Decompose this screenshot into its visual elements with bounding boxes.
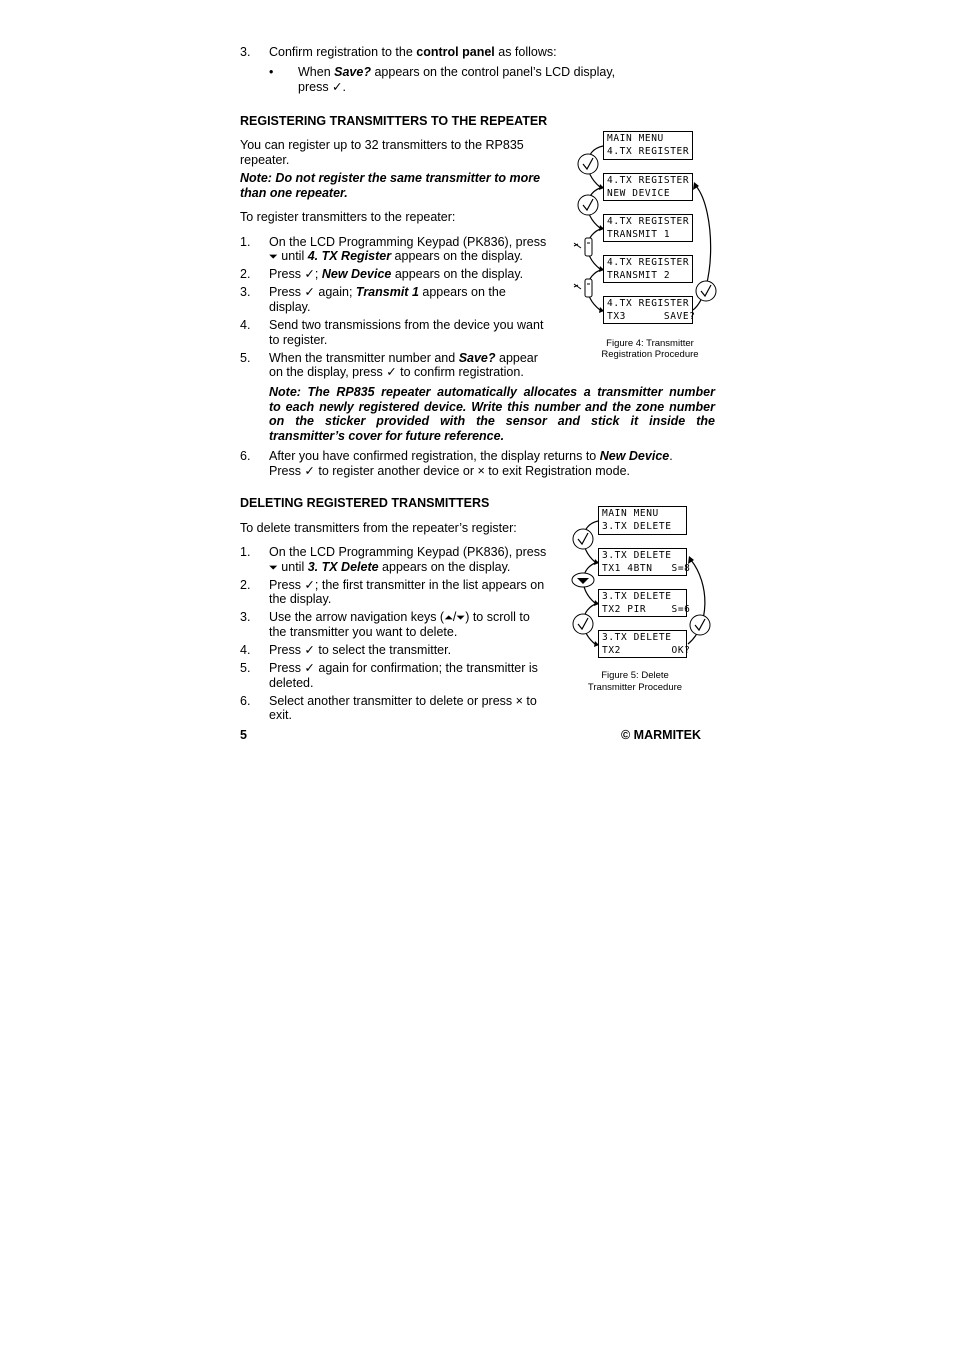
register-step4-line2: to register.: [269, 333, 328, 347]
register-step1-line1: On the LCD Programming Keypad (PK836), press: [269, 235, 547, 249]
delete-step5-line2: deleted.: [269, 676, 314, 690]
repeater-note-line2: to each newly registered device. Write this number and the zone number: [269, 400, 715, 414]
delete-step-number: 1.: [240, 545, 251, 559]
up-arrow-icon: ⏶: [444, 611, 453, 624]
page-number: 5: [240, 728, 247, 742]
register-step-number: 5.: [240, 351, 251, 365]
section-heading-register: REGISTERING TRANSMITTERS TO THE REPEATER: [240, 114, 548, 128]
lcd-display: MAIN MENU 4.TX REGISTER: [603, 131, 693, 160]
lcd-display: MAIN MENU 3.TX DELETE: [598, 506, 687, 535]
lcd-display: 4.TX REGISTER TRANSMIT 2: [603, 255, 693, 283]
repeater-note-line3: on the sticker provided with the sensor and stick it inside the: [269, 414, 715, 428]
intro-step-text: Confirm registration to the control panel as follows:: [269, 45, 557, 59]
intro-bullet-line1: When Save? appears on the control panel’s LCD display,: [298, 65, 616, 79]
lcd-display: 4.TX REGISTER TX3 SAVE?: [603, 296, 693, 324]
delete-step1-line1: On the LCD Programming Keypad (PK836), press: [269, 545, 547, 559]
down-arrow-icon: ⏷: [456, 611, 466, 624]
bullet-dot: •: [269, 65, 274, 79]
delete-step-number: 2.: [240, 578, 251, 592]
down-arrow-icon: ⏷: [269, 561, 278, 574]
lcd-display: 4.TX REGISTER TRANSMIT 1: [603, 214, 693, 242]
register-paragraph-line1: You can register up to 32 transmitters to the RP835: [240, 138, 524, 152]
figure5-caption-line1: Figure 5: Delete: [601, 670, 669, 681]
section-heading-delete: DELETING REGISTERED TRANSMITTERS: [240, 496, 490, 510]
repeater-note-line4: transmitter’s cover for future reference.: [269, 429, 505, 443]
figure4-caption-line1: Figure 4: Transmitter: [606, 338, 694, 349]
register-step-number: 6.: [240, 449, 251, 463]
lcd-display: 3.TX DELETE TX2 OK?: [598, 630, 687, 658]
lcd-display: 4.TX REGISTER NEW DEVICE: [603, 173, 693, 201]
figure5-caption-line2: Transmitter Procedure: [587, 682, 683, 693]
register-step-number: 2.: [240, 267, 251, 281]
repeater-note-line1: Note: The RP835 repeater automatically allocates a transmitter number: [269, 385, 715, 399]
lcd-display: 3.TX DELETE TX2 PIR S=6: [598, 589, 687, 617]
register-intro: To register transmitters to the repeater:: [240, 210, 456, 224]
delete-step5-line1: Press ✓ again for confirmation; the transmitter is: [269, 661, 538, 675]
register-step6-line1: After you have confirmed registration, the display returns to New Device.: [269, 449, 673, 463]
register-step2: Press ✓; New Device appears on the display.: [269, 267, 524, 281]
register-step-number: 1.: [240, 235, 251, 249]
register-note-line1: Note: Do not register the same transmitter to more: [240, 171, 541, 185]
register-step-number: 3.: [240, 285, 251, 299]
register-step6-line2: Press ✓ to register another device or × to exit Registration mode.: [269, 464, 630, 478]
delete-step-number: 3.: [240, 610, 251, 624]
delete-step-number: 5.: [240, 661, 251, 675]
lcd-display: 3.TX DELETE TX1 4BTN S=8: [598, 548, 687, 576]
register-step1-line2: ⏷ until 4. TX Register appears on the display.: [269, 249, 523, 263]
register-step3-line2: display.: [269, 300, 311, 314]
delete-step3-line2: the transmitter you want to delete.: [269, 625, 458, 639]
delete-step3-line1: Use the arrow navigation keys (⏶/⏷) to scroll to: [269, 610, 530, 624]
register-step5-line2: on the display, press ✓ to confirm registration.: [269, 365, 524, 379]
delete-step6-line2: exit.: [269, 708, 292, 722]
delete-step2-line2: the display.: [269, 592, 332, 606]
delete-step-number: 6.: [240, 694, 251, 708]
intro-step-number: 3.: [240, 45, 251, 59]
delete-step1-line2: ⏷ until 3. TX Delete appears on the display.: [269, 560, 511, 574]
register-paragraph-line2: repeater.: [240, 153, 290, 167]
delete-step6-line1: Select another transmitter to delete or press × to: [269, 694, 537, 708]
figure4-caption-line2: Registration Procedure: [601, 349, 699, 360]
register-step3-line1: Press ✓ again; Transmit 1 appears on the: [269, 285, 506, 299]
register-step-number: 4.: [240, 318, 251, 332]
delete-step-number: 4.: [240, 643, 251, 657]
register-step4-line1: Send two transmissions from the device you want: [269, 318, 544, 332]
delete-step4-line1: Press ✓ to select the transmitter.: [269, 643, 452, 657]
register-note-line2: than one repeater.: [240, 186, 348, 200]
intro-bullet-line2: press ✓.: [298, 80, 346, 94]
delete-step2-line1: Press ✓; the first transmitter in the list appears on: [269, 578, 545, 592]
down-arrow-icon: ⏷: [269, 250, 278, 263]
register-step5-line1: When the transmitter number and Save? appear: [269, 351, 538, 365]
delete-intro: To delete transmitters from the repeater’s register:: [240, 521, 517, 535]
footer-brand: © MARMITEK: [621, 728, 702, 742]
